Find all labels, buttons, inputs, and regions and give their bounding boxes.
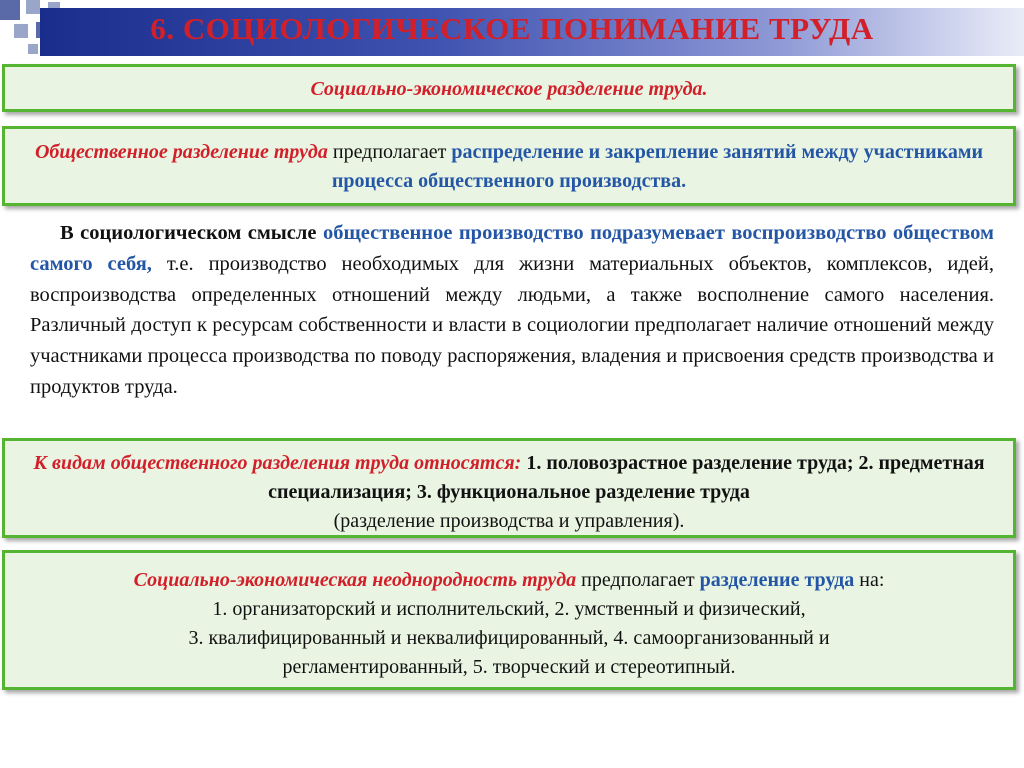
heterogeneity-highlight: разделение труда (699, 569, 855, 591)
paragraph-body: т.е. производство необходимых для жизни материальных объектов, комплексов, идей, воспроизводства определенных отношений между людьми, а также восполнение самого населения. Различный доступ к ресурсам собственности и власти в социологии предполагает наличие отношений между участниками процесса производства по поводу распоряжения, владения и присвоения средств производства и продуктов труда. (30, 252, 994, 398)
definition-body: распределение и закрепление занятий между участниками процесса общественного производства. (331, 141, 984, 192)
heterogeneity-line-2: 1. организаторский и исполнительский, 2. умственный и физический, (212, 598, 806, 620)
main-paragraph (30, 218, 994, 403)
definition-connector: предполагает (327, 141, 452, 163)
heterogeneity-line-3: 3. квалифицированный и неквалифицированный, 4. самоорганизованный и (188, 627, 830, 649)
heterogeneity-term: Социально-экономическая неоднородность труда (133, 569, 577, 591)
heterogeneity-suffix: на: (854, 569, 885, 591)
heterogeneity-box (2, 550, 1016, 690)
definition-term: Общественное разделение труда (34, 141, 328, 163)
heterogeneity-connector: предполагает (576, 569, 700, 591)
subtitle-box (2, 64, 1016, 112)
subtitle-text: Социально-экономическое разделение труда. (310, 78, 708, 100)
types-note: (разделение производства и управления). (333, 510, 685, 532)
slide-title: 6. СОЦИОЛОГИЧЕСКОЕ ПОНИМАНИЕ ТРУДА (150, 11, 874, 46)
paragraph-lead: В социологическом смысле (60, 222, 317, 244)
definition-box (2, 126, 1016, 206)
types-box (2, 438, 1016, 538)
types-list: 1. половозрастное разделение труда; 2. предметная специализация; 3. функциональное разделение труда (268, 452, 985, 503)
types-heading: К видам общественного разделения труда относятся: (33, 452, 522, 474)
heterogeneity-line-4: регламентированный, 5. творческий и стереотипный. (282, 656, 736, 678)
paragraph-highlight: общественное производство подразумевает воспроизводство обществом самого себя, (30, 222, 994, 275)
